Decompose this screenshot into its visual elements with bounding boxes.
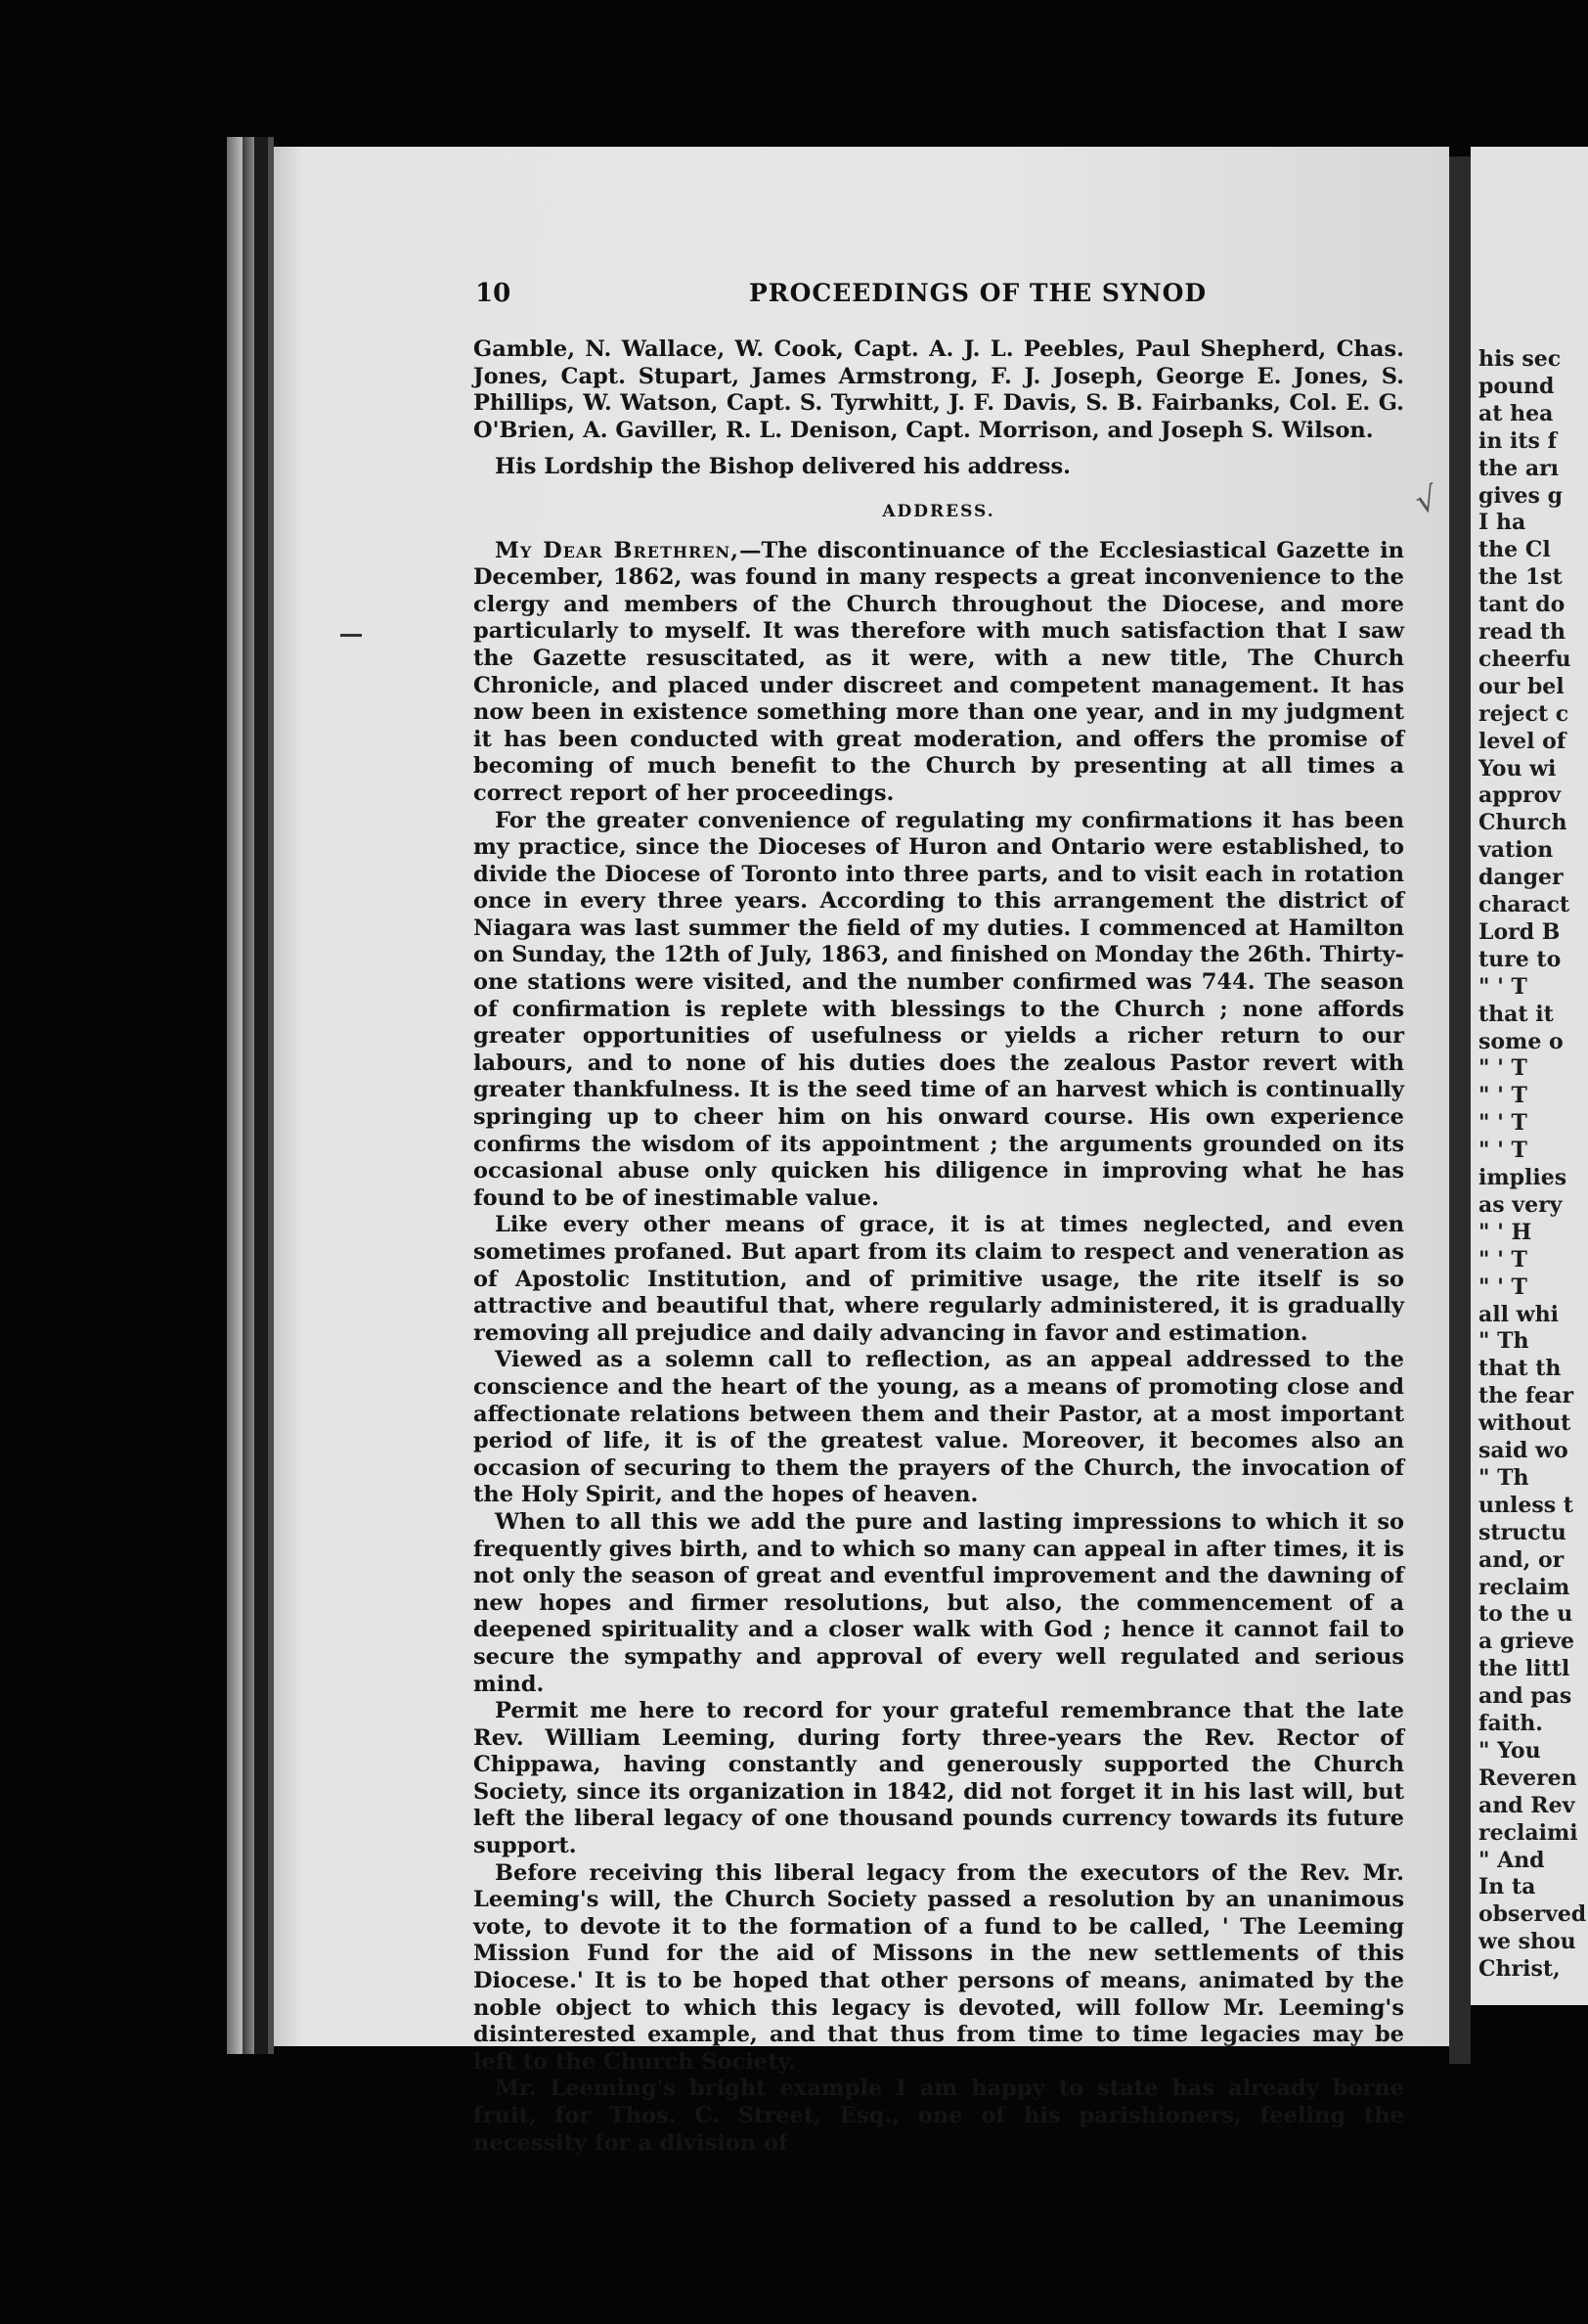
facing-page-line: " And bbox=[1478, 1847, 1545, 1873]
facing-page-line: some o bbox=[1478, 1028, 1564, 1054]
address-paragraph-7: Before receiving this liberal legacy from the executors of the Rev. Mr. Leeming's will, the Church Society passed a resolution by an unanimous vote, to devote it to the formation of a fund to be called, ' The Leeming Mission Fund for the aid of Missons in the new settlements of this Diocese.' It is to be hoped that other persons of means, animated by the noble object to which this legacy is devoted, will follow Mr. Leeming's disinterested example, and that thus from time to time legacies may be left to the Church Society. bbox=[473, 1859, 1404, 2075]
address-paragraph-2: For the greater convenience of regulating my confirmations it has been my practice, since the Dioceses of Huron and Ontario were established, to divide the Diocese of Toronto into three parts, and to visit each in rotation once in every three years. According to this arrangement the district of Niagara was last summer the field of my duties. I commenced at Hamilton on Sunday, the 12th of July, 1863, and finished on Monday the 26th. Thirty-one stations were visited, and the number confirmed was 744. The season of confirmation is replete with blessings to the Church ; none affords greater opportunities of usefulness or yields a richer return to our labours, and to none of his duties does the zealous Pastor revert with greater thankfulness. It is the seed time of an harvest which is continually springing up to cheer him on his onward course. His own experience confirms the wisdom of its appointment ; the arguments grounded on its occasional abuse only quicken his diligence in improving what he has found to be of inestimable value. bbox=[473, 807, 1404, 1211]
facing-page-line: and pas bbox=[1478, 1683, 1572, 1710]
address-paragraph-6: Permit me here to record for your grateful remembrance that the late Rev. William Leeming, during forty three-years the Rev. Rector of Chippawa, having constantly and generously supported the Church Society, since its organization in 1842, did not forget it in his last will, but left the liberal legacy of one thousand pounds currency towards its future support. bbox=[473, 1698, 1404, 1859]
facing-page-line: " ' T bbox=[1478, 1083, 1527, 1109]
facing-page-line: that it bbox=[1478, 1001, 1554, 1027]
facing-page-line: pound bbox=[1478, 373, 1555, 399]
salutation: My Dear Brethren, bbox=[495, 537, 739, 563]
facing-page-line: the arı bbox=[1478, 455, 1560, 481]
facing-page-line: our bel bbox=[1478, 673, 1565, 699]
page-body bbox=[473, 336, 1404, 2157]
address-heading: ADDRESS. bbox=[882, 501, 995, 521]
facing-page-line: faith. bbox=[1478, 1711, 1543, 1736]
facing-page-line: " Th bbox=[1478, 1328, 1529, 1355]
address-paragraph-1 bbox=[473, 538, 1404, 808]
facing-page-line: Lord B bbox=[1478, 918, 1561, 945]
facing-page-line: " ' T bbox=[1478, 1138, 1527, 1164]
facing-page-line: " ' H bbox=[1478, 1219, 1532, 1245]
facing-page-line: In ta bbox=[1478, 1874, 1536, 1900]
facing-page-line: structu bbox=[1478, 1519, 1566, 1545]
attendees-paragraph: Gamble, N. Wallace, W. Cook, Capt. A. J. L. Peebles, Paul Shepherd, Chas. Jones, Capt. Stupart, James Armstrong, F. J. Joseph, George E. Jones, S. Phillips, W. Watson, Capt. S. Tyrwhitt, J. F. Davis, S. B. Fairbanks, Col. E. G. O'Brien, A. Gaviller, R. L. Denison, Capt. Morrison, and Joseph S. Wilson. bbox=[473, 336, 1404, 443]
facing-page-line: as very bbox=[1478, 1191, 1563, 1218]
facing-page-line: and Rev bbox=[1478, 1792, 1575, 1818]
address-paragraph-3: Like every other means of grace, it is at times neglected, and even sometimes profaned. But apart from its claim to respect and veneration as of Apostolic Institution, and of primitive usage, the rite itself is so attractive and beautiful that, where regularly administered, it is gradually removing all prejudice and daily advancing in favor and estimation. bbox=[473, 1212, 1404, 1346]
facing-page-line: at hea bbox=[1478, 400, 1554, 426]
facing-page-line: reclaimi bbox=[1478, 1819, 1578, 1846]
facing-page-line: all whi bbox=[1478, 1301, 1559, 1327]
facing-page-line: gives g bbox=[1478, 482, 1563, 509]
facing-page-line: we shou bbox=[1478, 1929, 1576, 1955]
facing-page-line: " ' T bbox=[1478, 1246, 1527, 1273]
facing-page-line: " You bbox=[1478, 1737, 1541, 1764]
facing-page-line: charact bbox=[1478, 892, 1570, 917]
facing-page-line: the Cl bbox=[1478, 537, 1551, 563]
facing-page-line: vation bbox=[1478, 837, 1554, 864]
facing-page bbox=[1471, 147, 1588, 2005]
facing-page-line: said wo bbox=[1478, 1438, 1568, 1463]
facing-page-line: tant do bbox=[1478, 592, 1566, 618]
facing-page-line: to the u bbox=[1478, 1601, 1573, 1628]
facing-page-line: level of bbox=[1478, 728, 1566, 754]
facing-page-line: in its f bbox=[1478, 427, 1558, 454]
facing-page-line: You wi bbox=[1478, 755, 1557, 782]
facing-page-line: implies bbox=[1478, 1165, 1567, 1190]
facing-page-line: " ' T bbox=[1478, 1055, 1527, 1082]
book-edge bbox=[227, 137, 243, 2054]
facing-page-line: reject c bbox=[1478, 700, 1569, 727]
lordship-line: His Lordship the Bishop delivered his address. bbox=[495, 454, 1071, 480]
facing-page-line: the fear bbox=[1478, 1383, 1574, 1409]
page-number: 10 bbox=[475, 279, 511, 308]
address-paragraph-1-text: —The discontinuance of the Ecclesiastical Gazette in December, 1862, was found in many respects a great inconvenience to the clergy and members of the Church throughout the Diocese, and more particularly to myself. It was therefore with much satisfaction that I saw the Gazette resuscitated, as it were, with a new title, The Church Chronicle, and placed under discreet and competent management. It has now been in existence something more than one year, and in my judgment it has been conducted with great moderation, and offers the promise of becoming of much benefit to the Church by presenting at all times a correct report of her proceedings. bbox=[473, 537, 1404, 806]
address-paragraph-4: Viewed as a solemn call to reflection, as an appeal addressed to the conscience and the heart of the young, as a means of promoting close and affectionate relations between them and their Pastor, at a most important period of life, it is of the greatest value. Moreover, it becomes also an occasion of securing to them the prayers of the Church, the invocation of the Holy Spirit, and the hopes of heaven. bbox=[473, 1347, 1404, 1508]
facing-page-line: Reveren bbox=[1478, 1765, 1577, 1791]
book-gutter bbox=[1449, 156, 1471, 2064]
facing-page-line: " Th bbox=[1478, 1464, 1529, 1491]
facing-page-line: that th bbox=[1478, 1356, 1562, 1382]
facing-page-line: Christ, bbox=[1478, 1956, 1561, 1983]
facing-page-line: read th bbox=[1478, 619, 1566, 645]
facing-page-line: his sec bbox=[1478, 346, 1562, 372]
facing-page-line: a grieve bbox=[1478, 1629, 1575, 1655]
address-paragraph-5: When to all this we add the pure and lasting impressions to which it so frequently gives birth, and to which so many can appeal in after times, it is not only the season of great and eventful improvement and the dawning of new hopes and firmer resolutions, but also, the commencement of a deepened spirituality and a closer walk with God ; hence it cannot fail to secure the sympathy and approval of every well regulated and serious mind. bbox=[473, 1508, 1404, 1697]
facing-page-line: observed bbox=[1478, 1901, 1587, 1928]
facing-page-line: " ' T bbox=[1478, 1110, 1527, 1137]
facing-page-line: unless t bbox=[1478, 1492, 1573, 1518]
facing-page-line: reclaim bbox=[1478, 1574, 1570, 1600]
facing-page-line: cheerfu bbox=[1478, 646, 1571, 672]
facing-page-line: Church bbox=[1478, 810, 1567, 836]
pencil-tick-mark: √ bbox=[1411, 478, 1442, 523]
book-edge bbox=[254, 137, 268, 2054]
address-paragraph-8: Mr. Leeming's bright example I am happy to state has already borne fruit, for Thos. C. Street, Esq., one of his parishioners, feeling the necessity for a division of bbox=[473, 2076, 1404, 2156]
margin-mark bbox=[340, 634, 362, 637]
facing-page-line: " ' T bbox=[1478, 1274, 1527, 1300]
facing-page-line: " ' T bbox=[1478, 973, 1527, 1000]
facing-page-line: danger bbox=[1478, 865, 1564, 891]
facing-page-line: ture to bbox=[1478, 946, 1562, 972]
facing-page-line: approv bbox=[1478, 782, 1562, 809]
facing-page-line: the littl bbox=[1478, 1656, 1570, 1682]
running-head: PROCEEDINGS OF THE SYNOD bbox=[749, 279, 1208, 307]
book-edge bbox=[243, 137, 254, 2054]
facing-page-line: the 1st bbox=[1478, 564, 1563, 591]
facing-page-line: and, or bbox=[1478, 1546, 1565, 1573]
facing-page-line: I ha bbox=[1478, 510, 1526, 536]
facing-page-line: without bbox=[1478, 1410, 1571, 1437]
